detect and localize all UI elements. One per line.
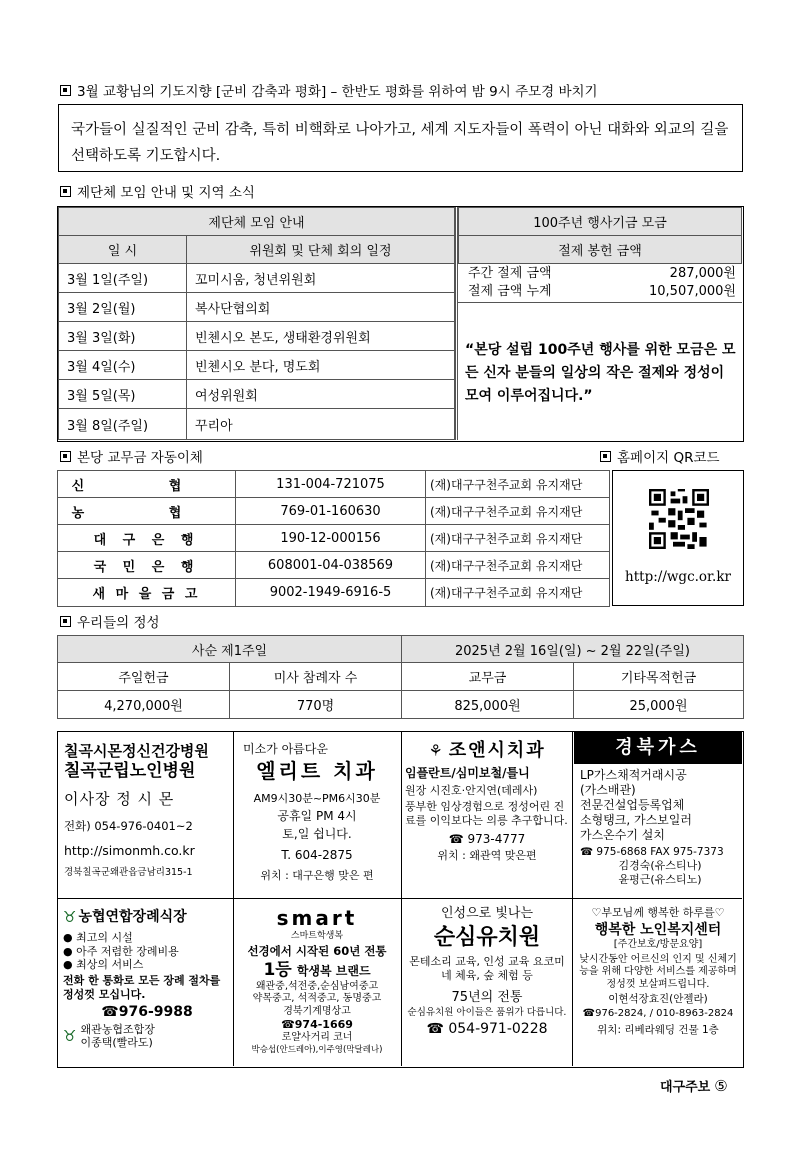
ad-elder [575,906,741,1037]
banking-header-text: 본당 교무금 자동이체 [77,450,203,466]
bank-account: 769-01-160630 [236,498,426,525]
fund-subtitle: 절제 봉헌 금액 [459,236,742,264]
hospital-phone: 전화) 054-976-0401~2 [64,818,193,833]
ad-gas [580,768,740,887]
meeting-date: 3월 8일(주일) [59,409,187,440]
funeral-tel: ☎976-9988 [101,1003,193,1020]
smart-sub: 스마트학생복 [290,931,344,941]
elder-name: 행복한 노인복지센터 [594,921,722,938]
page-number: ⑤ [714,1076,728,1095]
footer-label: 대구주보 [660,1080,711,1095]
ads-col-divider [233,732,234,1066]
funeral-desc: 전화 한 통화로 모든 장례 절차를 정성껏 모십니다. [63,974,221,1001]
smart-tel: ☎974-1669 [281,1018,353,1032]
funeral-bullet: 아주 저렴한 장례비용 [76,944,179,958]
gas-line: 전문건설업등록업체 [580,798,685,812]
smart-schools: 약목중고, 석적중고, 동명중고 [252,993,382,1005]
gas-tel: ☎ 975-6868 FAX 975-7373 [580,846,724,858]
footer [660,1076,728,1095]
weekly-value: 287,000원 [669,266,736,281]
hospital-name-1: 칠곡시몬정신건강병원 [64,742,209,760]
ads-col-divider [401,732,402,1066]
gas-title: 경북가스 [574,732,742,764]
fund-table [458,207,742,264]
dental-name: 엘리트 치과 [256,759,378,783]
qr-box [612,470,744,606]
meeting-name: 꾸리아 [187,409,455,440]
offering-col: 미사 참례자 수 [230,663,402,691]
gas-person: 김경숙(유스티나) [618,859,702,873]
bank-account: 190-12-000156 [236,525,426,552]
hospital-address: 경북칠곡군왜관읍금남리315-1 [64,866,193,878]
dental-hours-1: AM9시30분~PM6시30분 [253,792,381,805]
ad-hospital [64,742,230,879]
bank-owner: (재)대구구천주교회 유지재단 [426,471,610,498]
smart-store: 경북기계명상고 [283,1005,351,1017]
gas-line: 소형탱크, 가스보일러 [580,813,692,827]
dental-location: 위치 : 대구은행 맞은 편 [260,868,374,882]
offering-table [57,635,744,719]
fund-amounts [468,265,736,301]
meeting-name: 복사단협의회 [187,293,455,322]
bank-owner: (재)대구구천주교회 유지재단 [426,579,610,607]
smart-people: 박승섭(안드레아),이주영(막달레나) [251,1044,383,1055]
kinder-top: 인성으로 빛나는 [440,906,534,921]
offering-period: 2025년 2월 16일(일) ~ 2월 22일(주일) [402,636,744,663]
weekly-label: 주간 절제 금액 [468,266,552,281]
dental-hours-2: 공휴일 PM 4시 [277,808,357,823]
offering-col: 주일헌금 [58,663,230,691]
qr-code-icon[interactable] [649,489,709,549]
bank-account: 9002-1949-6916-5 [236,579,426,607]
offering-col: 기타목적헌금 [574,663,744,691]
total-value: 10,507,000원 [649,284,736,299]
total-label: 절제 금액 누계 [468,284,552,299]
square-bullet-icon [60,85,71,96]
meeting-name: 꼬미시움, 청년위원회 [187,264,455,293]
qr-header [600,446,720,466]
gas-line: LP가스채적거래시공 [580,768,687,782]
square-bullet-icon [600,451,611,462]
kinder-name: 순심유치원 [433,925,541,951]
funeral-bullet: 최고의 시설 [76,930,133,944]
joan-name: 조앤시치과 [448,740,546,761]
kinder-desc: 몬테소리 교육, 인성 교육 요코미네 체육, 숲 체험 등 [409,954,565,982]
funeral-bullet: 최상의 서비스 [76,958,144,972]
funeral-person: 이종택(빨라도) [80,1036,153,1050]
dental-tel: T. 604-2875 [281,847,353,862]
smart-schools: 왜관중,석전중,순심남여중고 [255,980,379,992]
meeting-name: 빈첸시오 분다, 명도회 [187,351,455,380]
bank-owner: (재)대구구천주교회 유지재단 [426,498,610,525]
bank-account: 608001-04-038569 [236,552,426,579]
elder-person: 이현석장효진(안젤라) [608,993,708,1006]
meeting-date: 3월 5일(목) [59,380,187,409]
banking-header [60,446,203,466]
kinder-years: 75년의 전통 [451,990,523,1006]
funeral-name: 농협연합장례식장 [78,908,187,925]
dental-hours-3: 토,일 쉽니다. [282,826,352,841]
groups-header-text: 제단체 모임 안내 및 지역 소식 [77,185,255,201]
meeting-title: 제단체 모임 안내 [59,208,455,236]
ad-smart [235,906,399,1055]
nh-logo-icon: ♉ [63,1026,77,1045]
offering-header-text: 우리들의 정성 [77,615,160,631]
offering-value: 825,000원 [402,691,574,719]
ad-dental [235,742,399,883]
col-meeting: 위원회 및 단체 회의 일정 [187,236,455,264]
bank-name: 새 마 을 금 고 [58,579,236,607]
kinder-tel: ☎ 054-971-0228 [426,1021,548,1038]
elder-sub: [주간보호/방문요양] [613,939,703,951]
fund-title: 100주년 행사기금 모금 [459,208,742,236]
gas-line: 가스온수기 설치 [580,828,665,842]
square-bullet-icon [60,616,71,627]
nh-logo-icon: ♉ [63,908,77,926]
bank-table [57,470,610,607]
square-bullet-icon [60,186,71,197]
elder-top: ♡부모님께 행복한 하루를♡ [591,906,725,919]
joan-tel: ☎ 973-4777 [448,831,526,846]
dental-logo-icon: ⚘ [428,741,443,761]
meeting-date: 3월 3일(화) [59,322,187,351]
fund-rule [458,302,742,303]
bank-name: 국 민 은 행 [58,552,236,579]
offering-value: 25,000원 [574,691,744,719]
offering-col: 교무금 [402,663,574,691]
smart-slogan: 선경에서 시작된 60년 전통 [247,944,387,959]
prayer-text: 국가들이 실질적인 군비 감축, 특히 비핵화로 나아가고, 세계 지도자들이 폭력이 아닌 대화와 외교의 길을 선택하도록 기도합시다. [71,122,729,164]
meeting-date: 3월 2일(월) [59,293,187,322]
meeting-name: 빈첸시오 본도, 생태환경위원회 [187,322,455,351]
bank-owner: (재)대구구천주교회 유지재단 [426,552,610,579]
smart-corner: 로얄사거리 코너 [281,1032,353,1044]
ads-col-divider [572,732,573,1066]
bank-owner: (재)대구구천주교회 유지재단 [426,525,610,552]
prayer-header [60,80,598,100]
joan-services: 임플란트/심미보철/틀니 [405,765,530,780]
homepage-url[interactable]: http://wgc.or.kr [625,569,731,585]
joan-doctors: 원장 시진호·안지연(데레사) [405,783,538,797]
offering-value: 4,270,000원 [58,691,230,719]
offering-header [60,611,160,631]
elder-desc: 낮시간동안 어르신의 인지 및 신체기능을 위해 다양한 서비스를 제공하며 정성껏 보살펴드립니다. [579,953,737,990]
bank-name: 대 구 은 행 [58,525,236,552]
bank-account: 131-004-721075 [236,471,426,498]
meeting-date: 3월 4일(수) [59,351,187,380]
meeting-date: 3월 1일(주일) [59,264,187,293]
groups-header [60,181,255,201]
funeral-co: 왜관농협조합장 [80,1023,155,1036]
dental-tagline: 미소가 아름다운 [243,742,328,756]
ads-panel [57,731,744,1068]
fund-quote: “본당 설립 100주년 행사를 위한 모금은 모든 신자 분들의 일상의 작은 절제와 정성이 모여 이루어집니다.” [465,342,736,404]
gas-line: (가스배관) [580,783,636,797]
joan-location: 위치 : 왜관역 맞은편 [437,848,537,862]
smart-rank: 1등 [263,959,292,980]
hospital-name-2: 칠곡군립노인병원 [64,760,196,781]
meeting-name: 여성위원회 [187,380,455,409]
elder-tel: ☎976-2824, / 010-8963-2824 [582,1008,734,1020]
groups-panel [57,206,744,442]
meeting-table [58,207,455,440]
bank-name: 농 협 [58,498,236,525]
ad-joan [405,740,569,863]
smart-rank-rest: 학생복 브랜드 [296,963,371,978]
prayer-box [58,104,743,172]
joan-desc: 풍부한 임상경험으로 정성어린 진료를 이익보다는 의릉 추구합니다. [405,800,568,827]
ads-row-divider [58,898,742,899]
col-date: 일 시 [59,236,187,264]
elder-location: 위치: 리베라웨딩 건물 1층 [597,1023,719,1036]
ad-kinder [404,906,570,1039]
bank-name: 신 협 [58,471,236,498]
smart-logo: smart [276,906,358,930]
square-bullet-icon [60,451,71,462]
kinder-note: 순심유치원 아이들은 품위가 다릅니다. [407,1006,567,1018]
ad-funeral: ♉ 농협연합장례식장 ● 최고의 시설 ● 아주 저렴한 장례비용 ● 최상의 서비스 전화 한 통화로 모든 장례 절차를 정성껏 모십니다. ☎976-9988 ♉ 왜관농협조합장 이종택(빨라도) [63,908,231,1049]
prayer-header-text: 3월 교황님의 기도지향 [군비 감축과 평화] – 한반도 평화를 위하여 밤 9시 주모경 바치기 [77,84,598,100]
hospital-director: 이사장 정 시 몬 [64,790,175,808]
qr-header-text: 홈페이지 QR코드 [617,450,720,466]
offering-value: 770명 [230,691,402,719]
gas-person: 윤평근(유스티노) [618,872,702,886]
offering-week: 사순 제1주일 [58,636,402,663]
hospital-web[interactable]: http://simonmh.co.kr [64,843,195,859]
